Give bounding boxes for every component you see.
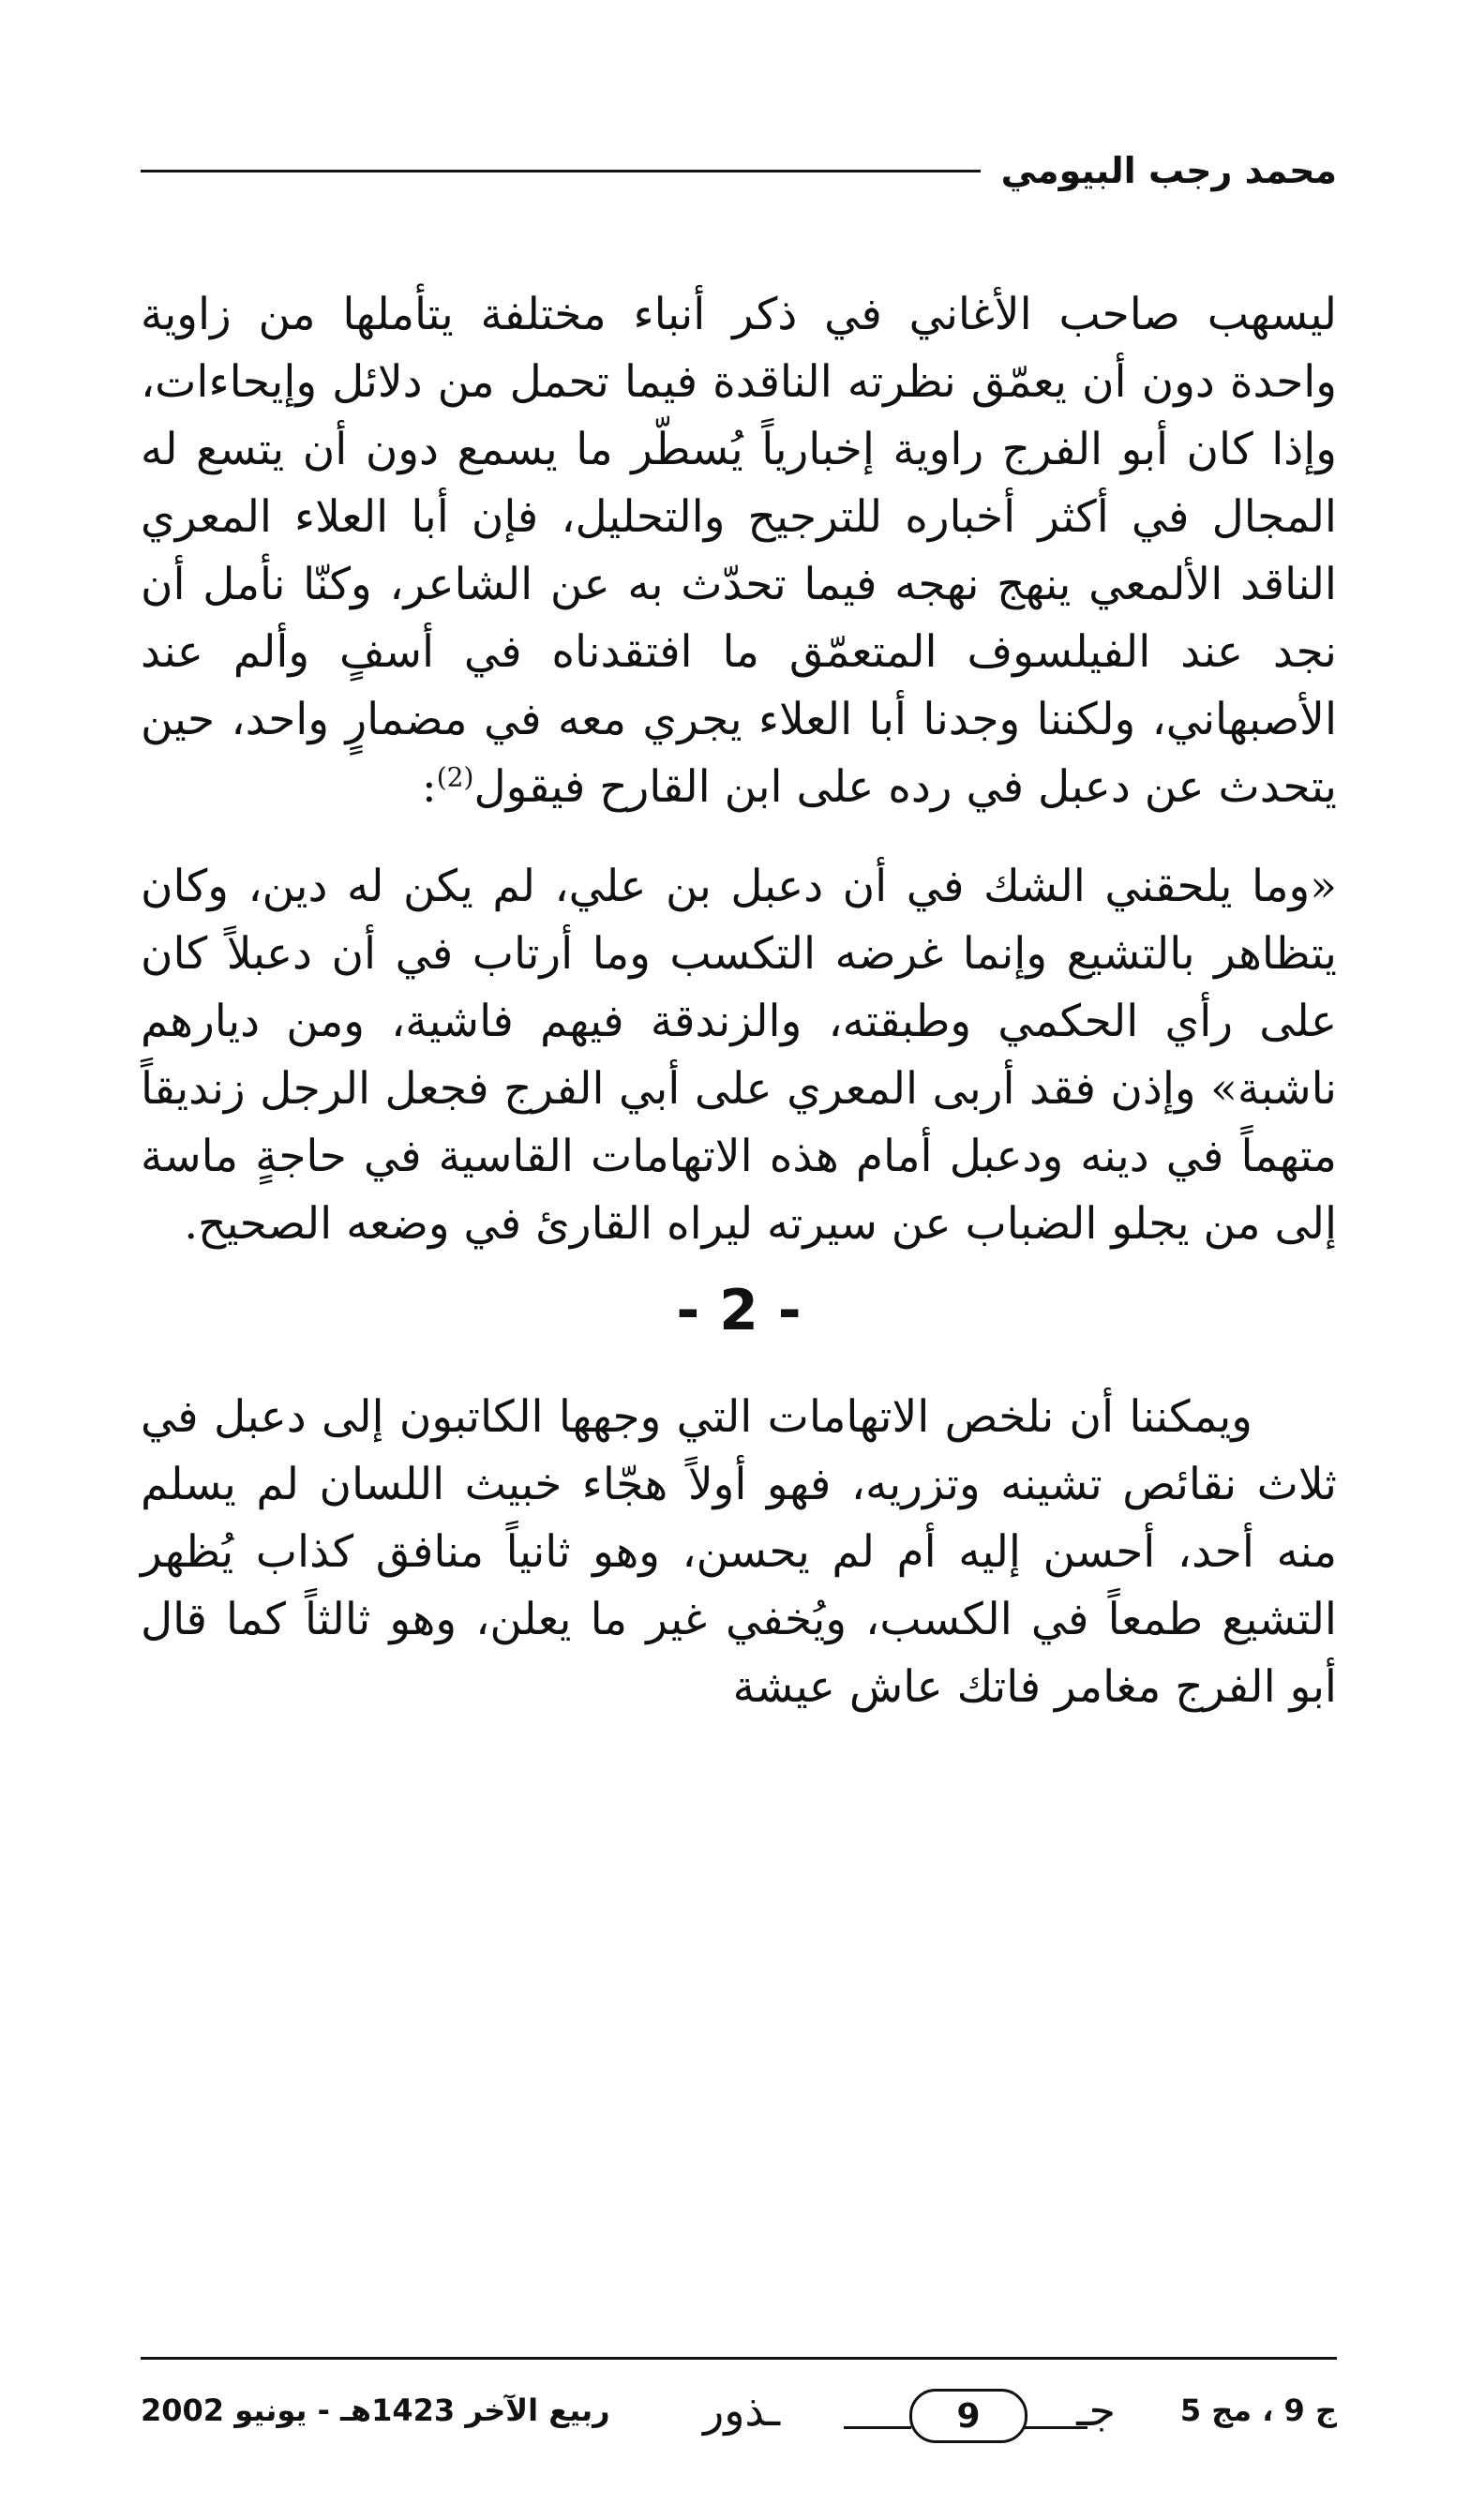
header-rule xyxy=(141,170,981,172)
running-header xyxy=(141,142,1337,199)
paragraph-1 xyxy=(141,281,1337,821)
footnote-reference: (2) xyxy=(436,761,474,793)
journal-logo xyxy=(666,2372,1134,2456)
paragraph-1-text: ليسهب صاحب الأغاني في ذكر أنباء مختلفة يتأملها من زاوية واحدة دون أن يعمّق نظرته الناقدة فيما تحمل من دلائل وإيحاءات، وإذا كان أبو الفرج راوية إخبارياً يُسطّر ما يسمع دون أن يتسع له المجال في أكثر أخباره للترجيح والتحليل، فإن أبا العلاء المعري الناقد الألمعي ينهج نهجه فيما تحدّث به عن الشاعر، وكنّا نأمل أن نجد عند الفيلسوف المتعمّق ما افتقدناه في أسفٍ وألم عند الأصبهاني، ولكننا وجدنا أبا العلاء يجري معه في مضمارٍ واحد، حين يتحدث عن دعبل في رده على ابن القارح فيقول xyxy=(141,289,1337,813)
footer-date: ربيع الآخر 1423هـ - يونيو 2002 xyxy=(141,2392,610,2428)
paragraph-1-colon: : xyxy=(421,761,437,813)
article-body xyxy=(141,281,1337,1721)
journal-name-left: ـذور xyxy=(703,2385,781,2436)
page-footer xyxy=(141,2372,1337,2456)
footer-rule xyxy=(141,2357,1337,2360)
journal-connector-right xyxy=(1022,2426,1088,2429)
paragraph-3: ويمكننا أن نلخص الاتهامات التي وجهها الكاتبون إلى دعبل في ثلاث نقائص تشينه وتزريه، فهو أولاً هجّاء خبيث اللسان لم يسلم منه أحد، أحسن إليه أم لم يحسن، وهو ثانياً منافق كذاب يُظهر التشيع طمعاً في الكسب، ويُخفي غير ما يعلن، وهو ثالثاً كما قال أبو الفرج مغامر فاتك عاش عيشة xyxy=(141,1391,1337,1713)
footer-volume: ج 9 ، مج 5 xyxy=(1179,2392,1337,2428)
journal-connector-left xyxy=(844,2426,911,2429)
paragraph-2-quote: «وما يلحقني الشك في أن دعبل بن علي، لم يكن له دين، وكان يتظاهر بالتشيع وإنما غرضه التكسب وما أرتاب في أن دعبلاً كان على رأي الحكمي وطبقته، والزندقة فيهم فاشية، ومن ديارهم ناشبة» وإذن فقد أربى المعري على أبي الفرج فجعل الرجل زنديقاً متهماً في دينه ودعبل أمام هذه الاتهامات القاسية في حاجةٍ ماسة إلى من يجلو الضباب عن سيرته ليراه القارئ في وضعه الصحيح. xyxy=(141,861,1337,1250)
page-number-badge: 9 xyxy=(909,2389,1028,2443)
header-author-name: محمد رجب البيومي xyxy=(1000,150,1337,191)
journal-name-right: جـ xyxy=(1076,2385,1116,2436)
section-number: - 2 - xyxy=(676,1278,802,1343)
